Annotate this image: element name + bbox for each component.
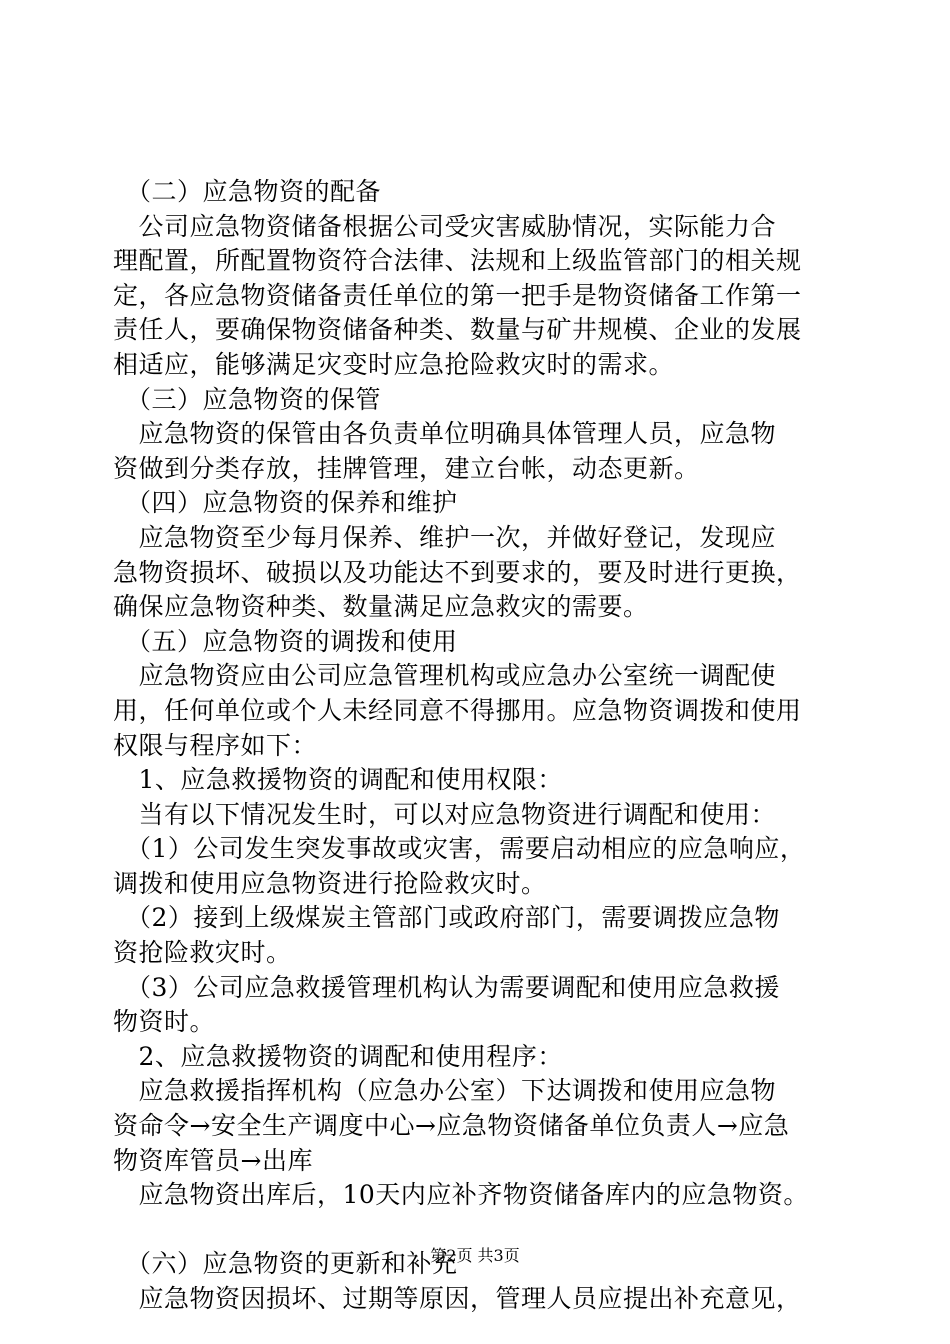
section-heading-4: （四）应急物资的保养和维护 [113,488,458,518]
paragraph-line: 当有以下情况发生时，可以对应急物资进行调配和使用： [113,799,777,829]
list-item-line: （1）公司发生突发事故或灾害，需要启动相应的应急响应， [113,834,806,864]
document-body [113,175,843,1317]
list-item-line: （2）接到上级煤炭主管部门或政府部门，需要调拨应急物 [113,903,780,933]
paragraph-line: 确保应急物资种类、数量满足应急救灾的需要。 [113,592,649,622]
paragraph-line: 应急物资出库后，10天内应补齐物资储备库内的应急物资。 [113,1180,809,1210]
blank-line [113,1213,843,1248]
paragraph-line: 责任人，要确保物资储备种类、数量与矿井规模、企业的发展 [113,315,802,345]
list-item-line: 资抢险救灾时。 [113,938,292,968]
paragraph-line: 应急救援指挥机构（应急办公室）下达调拨和使用应急物 [113,1076,777,1106]
paragraph-line: 资命令→安全生产调度中心→应急物资储备单位负责人→应急 [113,1111,790,1141]
section-heading-2: （二）应急物资的配备 [113,177,382,206]
paragraph-line: 应急物资应由公司应急管理机构或应急办公室统一调配使 [113,661,777,691]
list-item-line: 物资时。 [113,1007,216,1037]
paragraph-line: 物资库管员→出库 [113,1145,313,1175]
section-heading-5: （五）应急物资的调拨和使用 [113,626,458,656]
paragraph-line: 用，任何单位或个人未经同意不得挪用。应急物资调拨和使用 [113,695,802,725]
paragraph-line: 相适应，能够满足灾变时应急抢险救灾时的需求。 [113,349,675,379]
list-item-line: （3）公司应急救援管理机构认为需要调配和使用应急救援 [113,972,780,1002]
page-footer: 第2页 共3页 [430,1246,520,1265]
list-item-line: 调拨和使用应急物资进行抢险救灾时。 [113,868,547,898]
paragraph-line: 应急物资至少每月保养、维护一次，并做好登记，发现应 [113,522,777,552]
paragraph-line: 权限与程序如下： [113,730,318,760]
paragraph-line: 应急物资的保管由各负责单位明确具体管理人员，应急物 [113,419,777,449]
section-heading-3: （三）应急物资的保管 [113,384,382,414]
section-heading-6: （六）应急物资的更新和补充 [113,1249,458,1279]
paragraph-line: 理配置，所配置物资符合法律、法规和上级监管部门的相关规 [113,246,802,276]
paragraph-line: 应急物资因损坏、过期等原因，管理人员应提出补充意见， [113,1284,802,1313]
subsection-heading-1: 1、应急救援物资的调配和使用权限： [113,765,563,795]
paragraph-line: 定，各应急物资储备责任单位的第一把手是物资储备工作第一 [113,280,802,310]
paragraph-line: 急物资损坏、破损以及功能达不到要求的，要及时进行更换， [113,557,802,587]
subsection-heading-2: 2、应急救援物资的调配和使用程序： [113,1041,563,1071]
paragraph-line: 公司应急物资储备根据公司受灾害威胁情况，实际能力合 [113,211,777,241]
paragraph-line: 资做到分类存放，挂牌管理，建立台帐，动态更新。 [113,453,700,483]
